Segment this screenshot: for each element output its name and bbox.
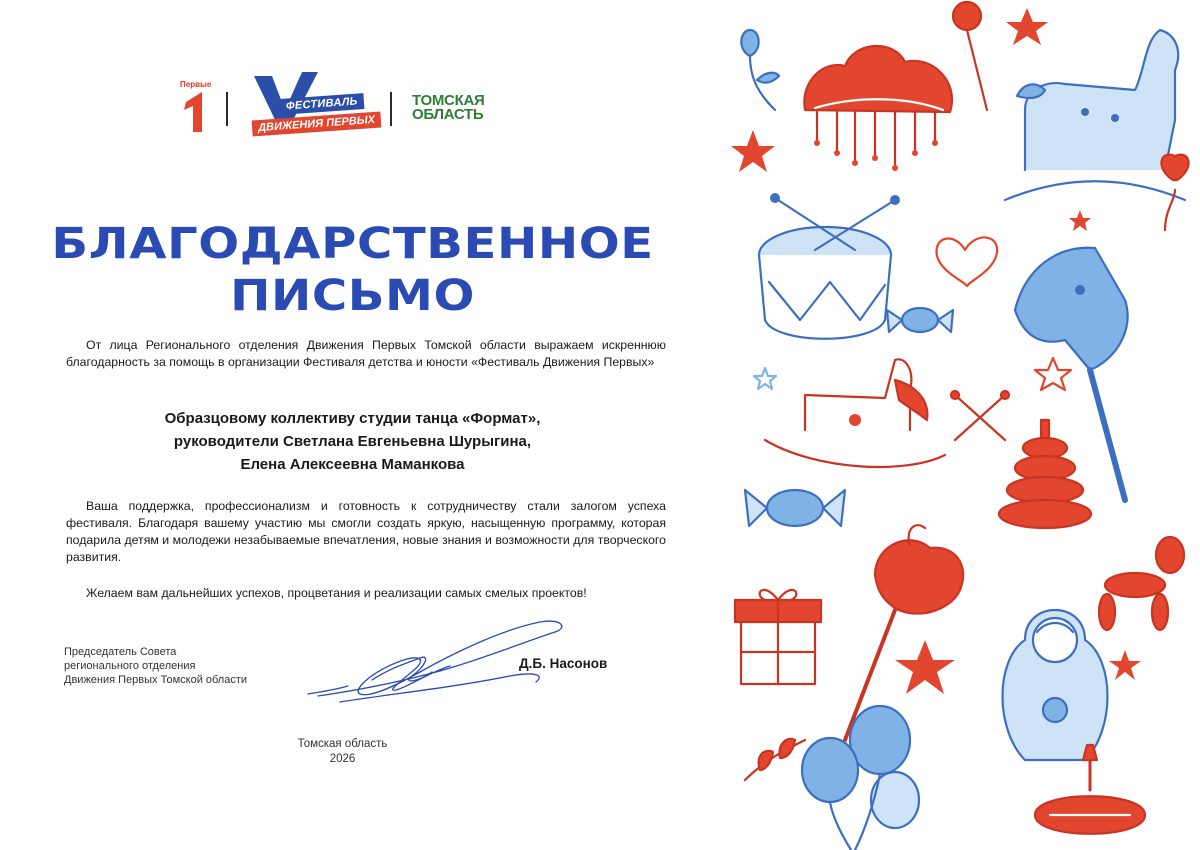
- tomsk-logo-line1: ТОМСКАЯ: [412, 92, 485, 109]
- candy-icon: [887, 308, 953, 332]
- festival-tag-line2: ДВИЖЕНИЯ ПЕРВЫХ: [252, 112, 382, 137]
- pervye-logo: [180, 80, 214, 130]
- drumsticks-icon: [951, 391, 1009, 440]
- ring-stacker-icon: [999, 420, 1091, 528]
- rocking-horse-small-icon: [765, 359, 945, 467]
- logo-divider: [226, 92, 228, 126]
- letter-footer: [250, 737, 435, 767]
- star-icon: [1109, 650, 1141, 680]
- festival-tag-line1: ФЕСТИВАЛЬ: [280, 93, 365, 115]
- star-icon: [1069, 210, 1091, 231]
- recipient-line: Образцовому коллективу студии танца «Формат»,: [164, 410, 541, 427]
- balloon-dog-icon: [1099, 537, 1184, 630]
- star-outline-icon: [1035, 358, 1071, 390]
- support-paragraph: Ваша поддержка, профессионализм и готовность к сотрудничеству стали залогом успеха фестиваля. Благодаря вашему участию мы смогли создать яркую, насыщенную программу, которая подарила детям и молодежи незабываемые впечатления, новые знания и возможности для творческого развития.: [66, 499, 666, 564]
- signer-position-line: Движения Первых Томской области: [64, 674, 248, 686]
- footer-year: 2026: [329, 753, 356, 765]
- balloons-icon: [802, 706, 919, 850]
- star-icon: [731, 130, 775, 172]
- tomsk-logo-line2: ОБЛАСТЬ: [412, 106, 484, 123]
- recipient-line: Елена Алексеевна Маманкова: [240, 456, 465, 473]
- logo-row: [168, 70, 528, 160]
- signer-position: [64, 645, 247, 687]
- tomsk-region-logo: [412, 94, 512, 122]
- decorative-toys-illustration: [705, 0, 1200, 850]
- signer-position-line: регионального отделения: [64, 660, 196, 672]
- leafy-branch-icon: [745, 739, 805, 780]
- signer-position-line: Председатель Совета: [64, 646, 177, 658]
- gift-box-icon: [735, 590, 821, 684]
- intro-paragraph: От лица Регионального отделения Движения Первых Томской области выражаем искреннюю благодарность за помощь в организации Фестиваля детства и юности «Фестиваль Движения Первых»: [66, 338, 666, 369]
- letter-title: [0, 218, 747, 322]
- wishes-paragraph: Желаем вам дальнейших успехов, процветания и реализации самых смелых проектов!: [86, 586, 587, 600]
- signer-name: Д.Б. Насонов: [519, 656, 608, 671]
- matryoshka-icon: [1003, 610, 1108, 760]
- kokoshnik-icon: [804, 46, 952, 171]
- pervye-logo-caption: Первые: [180, 80, 212, 89]
- logo-divider: [390, 92, 392, 126]
- letter-title-line1: БЛАГОДАРСТВЕННОЕ: [51, 219, 654, 269]
- lollipop-icon: [953, 2, 987, 110]
- heart-icon: [937, 237, 998, 286]
- rooster-lollipop-icon: [845, 525, 963, 740]
- star-icon: [895, 640, 955, 694]
- toy-drum-icon: [759, 193, 900, 339]
- recipients-block: [0, 407, 705, 476]
- letter-title-line2: ПИСЬМО: [230, 271, 476, 321]
- pervye-one-icon: [180, 88, 214, 138]
- festival-logo: [246, 70, 374, 158]
- star-icon: [1006, 8, 1048, 45]
- footer-place: Томская область: [297, 738, 388, 750]
- tulip-icon: [741, 30, 779, 110]
- rocking-horse-icon: [1005, 30, 1185, 200]
- recipient-line: руководители Светлана Евгеньевна Шурыгина,: [173, 433, 532, 450]
- candy-icon: [745, 490, 845, 526]
- star-outline-icon: [754, 368, 776, 389]
